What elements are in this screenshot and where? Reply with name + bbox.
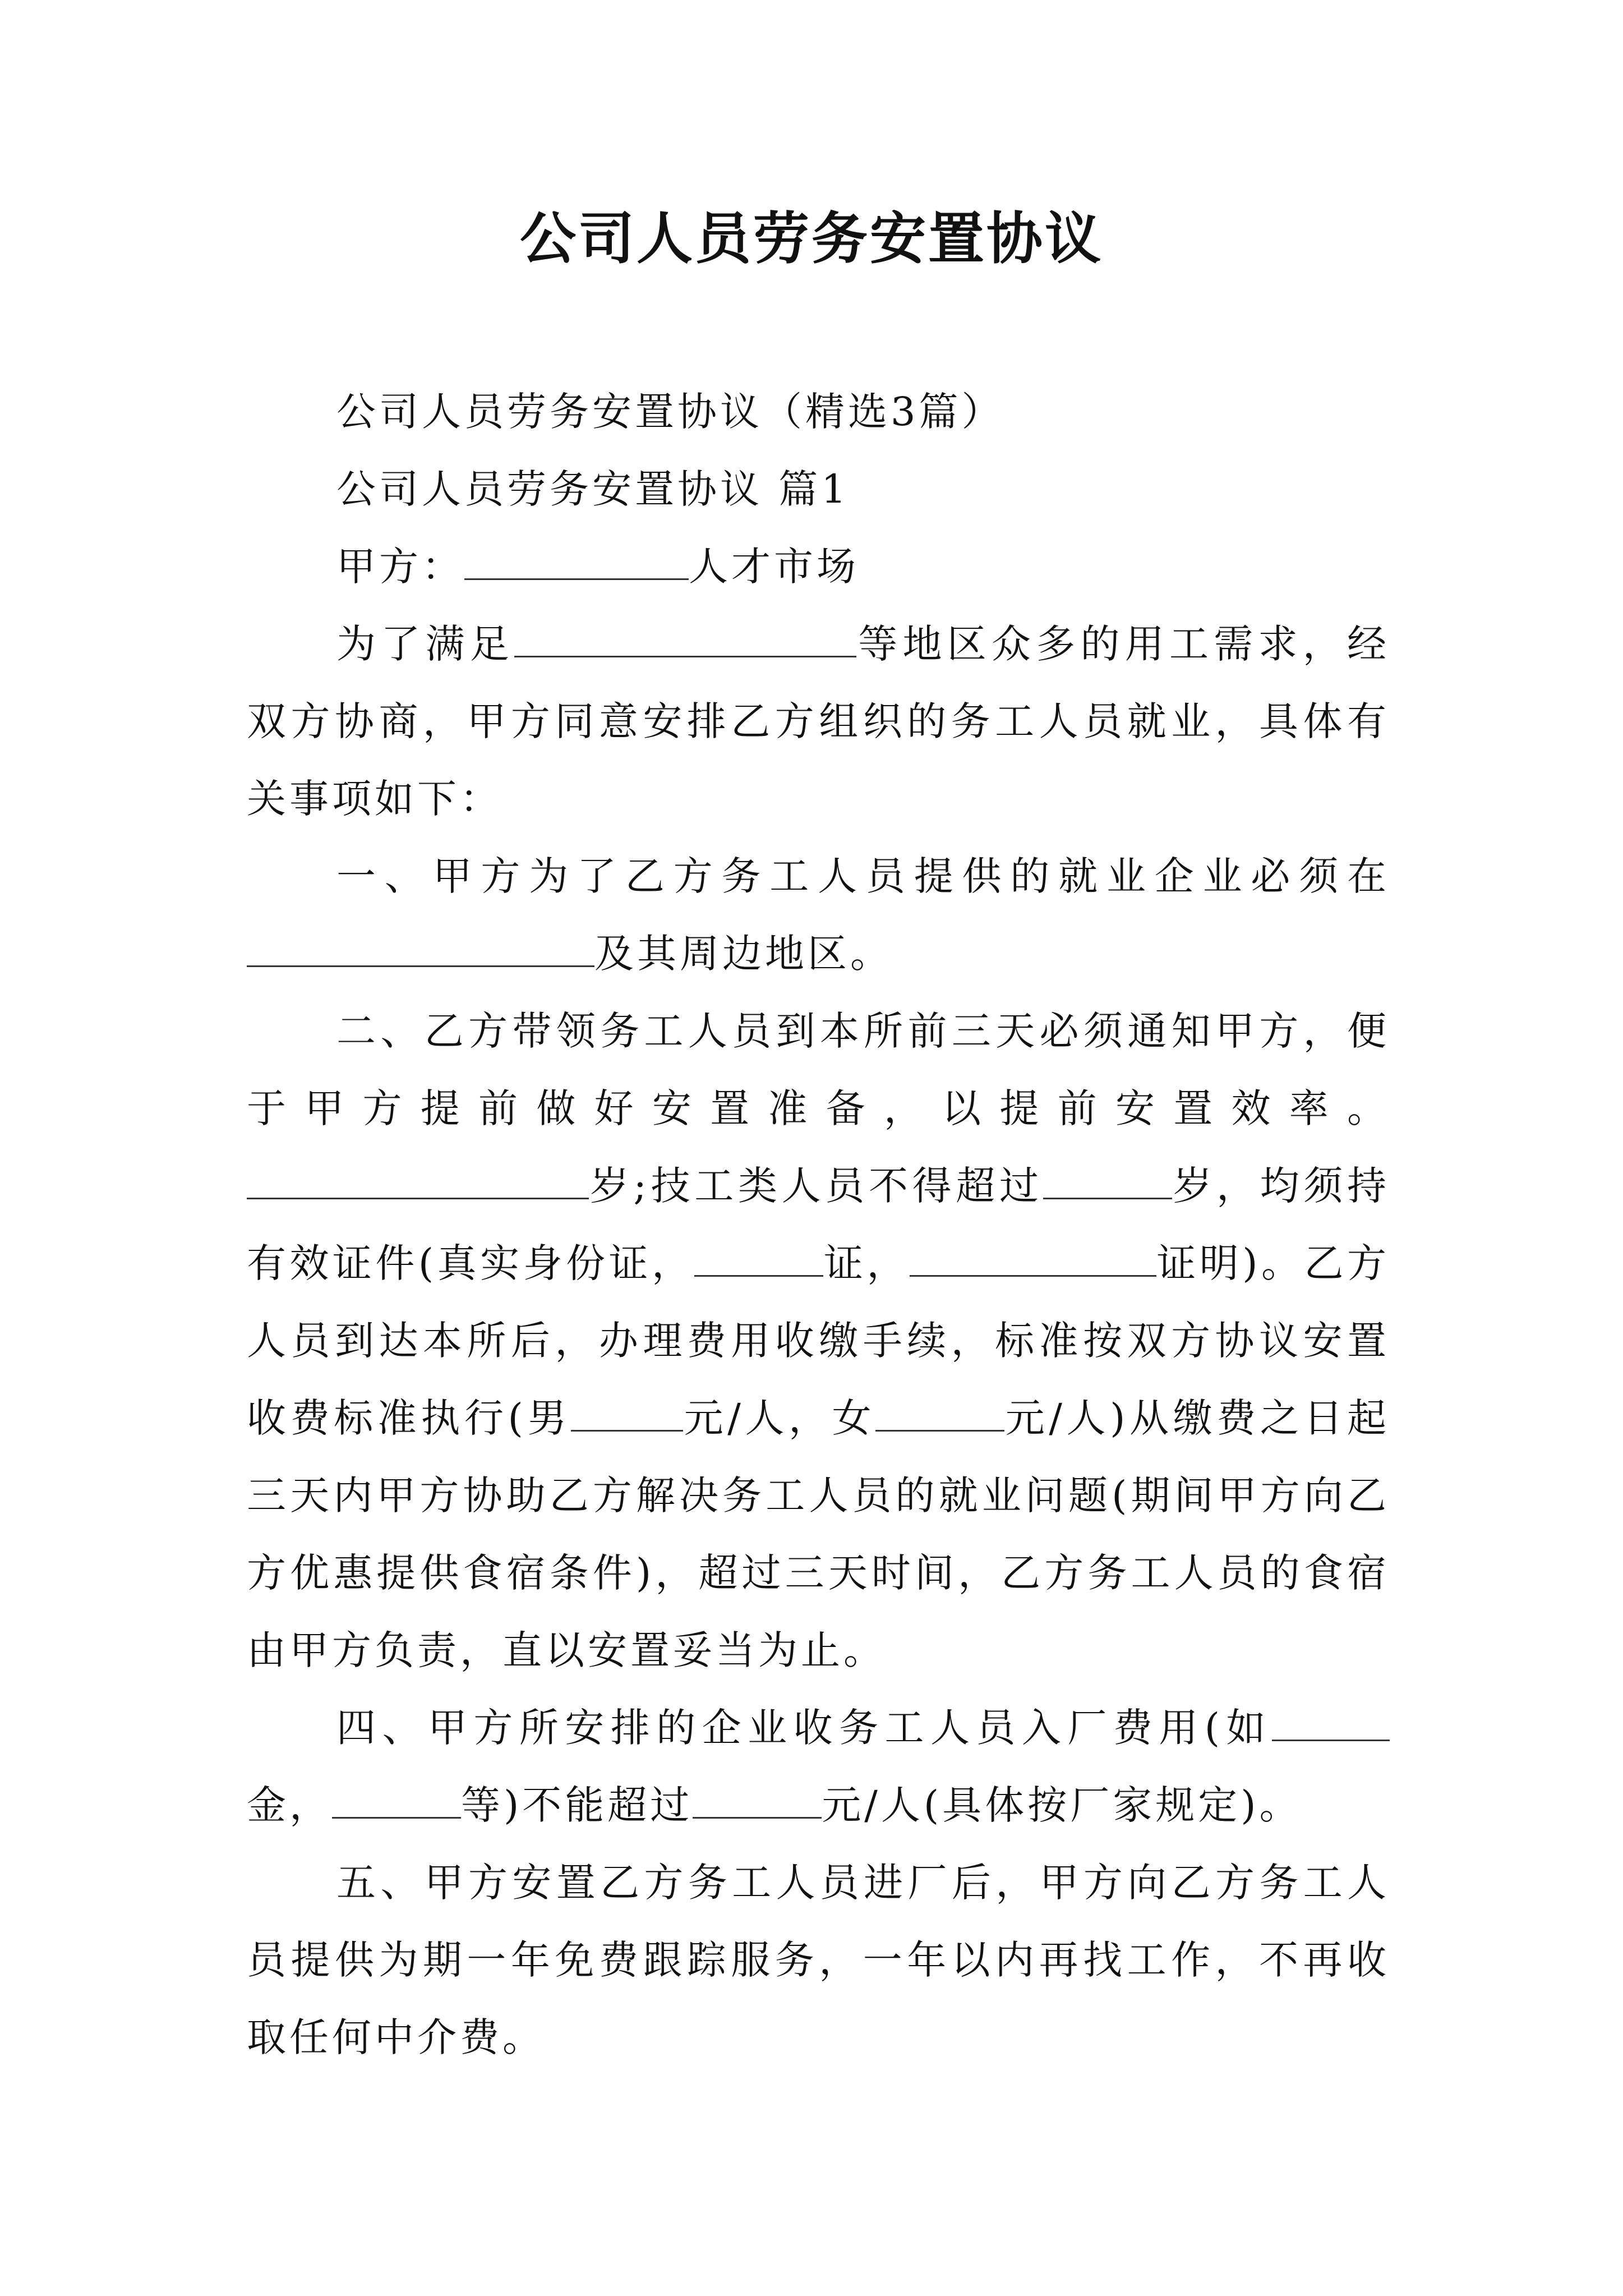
clause-2 (247, 992, 1390, 1689)
clause4-part3: 等)不能超过 (461, 1782, 693, 1828)
clause-1 (247, 838, 1390, 992)
intro-before: 为了满足 (336, 621, 514, 667)
clause1-before: 一、甲方为了乙方务工人员提供的就业企业必须在 (336, 853, 1390, 899)
party-a-prefix: 甲方： (336, 544, 464, 590)
intro-after: 等地区众多的用工需求，经双方协商，甲方同意安排乙方组织的务工人员就业，具体有关事项如下： (247, 621, 1390, 822)
clause2-part4: 证， (823, 1240, 910, 1286)
clause2-part7: 元/人)从缴费之日起三天内甲方协助乙方解决务工人员的就业问题(期间甲方向乙方优惠提供食宿条件)，超过三天时间，乙方务工人员的食宿由甲方负责，直以安置妥当为止。 (247, 1395, 1390, 1673)
clause2-part6: 元/人，女 (683, 1395, 876, 1441)
intro-blank (514, 619, 856, 658)
intro-paragraph (247, 605, 1390, 838)
subtitle: 公司人员劳务安置协议（精选3篇） (336, 389, 1004, 435)
clause-4 (247, 1689, 1390, 1844)
party-a-blank (464, 541, 689, 581)
clause2-blank-3 (694, 1238, 823, 1277)
clause2-blank-5 (571, 1393, 683, 1432)
clause2-blank-1 (247, 1161, 589, 1200)
clause4-blank-1 (1272, 1703, 1390, 1742)
clause1-blank (247, 928, 594, 968)
clause4-blank-3 (693, 1780, 822, 1819)
part-heading: 公司人员劳务安置协议 篇1 (336, 466, 850, 512)
clause2-blank-4 (910, 1238, 1156, 1277)
clause2-part5: 证明)。乙方人员到达本所后，办理费用收缴手续，标准按双方协议安置收费标准执行(男 (247, 1240, 1390, 1441)
document-body (247, 373, 1390, 2076)
clause2-blank-2 (1043, 1161, 1172, 1200)
party-a-line (247, 528, 1390, 605)
clause-5: 五、甲方安置乙方务工人员进厂后，甲方向乙方务工人员提供为期一年免费跟踪服务，一年以内再找工作，不再收取任何中介费。 (247, 1860, 1390, 2060)
clause2-part2: 岁;技工类人员不得超过 (589, 1163, 1043, 1209)
party-a-suffix: 人才市场 (689, 544, 859, 590)
clause4-part2: 金， (247, 1782, 332, 1828)
clause4-part4: 元/人(具体按厂家规定)。 (822, 1782, 1302, 1828)
clause2-blank-6 (875, 1393, 1004, 1432)
clause4-blank-2 (332, 1780, 461, 1819)
clause2-part1: 二、乙方带领务工人员到本所前三天必须通知甲方，便于甲方提前做好安置准备，以提前安置效率。 (247, 1008, 1390, 1131)
clause1-after: 及其周边地区。 (594, 931, 893, 977)
document-title: 公司人员劳务安置协议 (520, 205, 1103, 272)
clause2-part3: 岁，均须持有效证件(真实身份证， (247, 1163, 1390, 1286)
clause4-part1: 四、甲方所安排的企业收务工人员入厂费用(如 (336, 1705, 1272, 1751)
